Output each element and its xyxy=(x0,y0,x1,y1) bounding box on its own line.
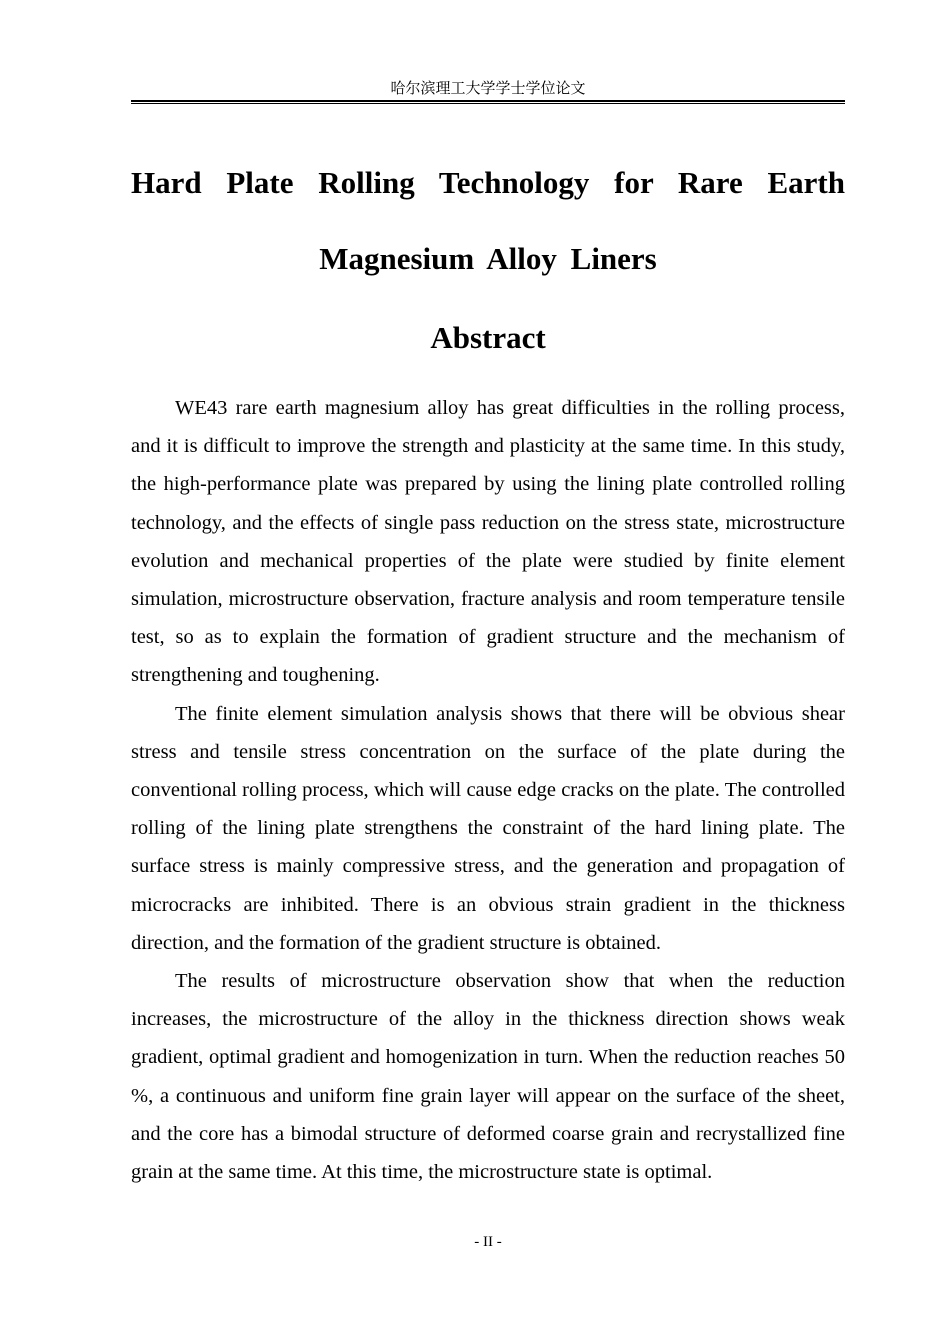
abstract-paragraph: The results of microstructure observation show that when the reduction increases, the microstructure of the alloy in the thickness direction shows weak gradient, optimal gradient and homogenization in turn. When the reduction reaches 50 %, a continuous and uniform fine grain layer will appear on the surface of the sheet, and the core has a bimodal structure of deformed coarse grain and recrystallized fine grain at the same time. At this time, the microstructure state is optimal. xyxy=(131,970,845,1184)
running-header-text: 哈尔滨理工大学学士学位论文 xyxy=(390,79,586,97)
page-number: - II - xyxy=(474,1234,502,1250)
header-rule xyxy=(131,100,845,104)
abstract-body xyxy=(131,389,845,1191)
thesis-title: Hard Plate Rolling Technology for Rare Earth Magnesium Alloy Liners xyxy=(131,165,845,276)
abstract-paragraph: The finite element simulation analysis shows that there will be obvious shear stress and tensile stress concentration on the surface of the plate during the conventional rolling process, which will cause edge cracks on the plate. The controlled rolling of the lining plate strengthens the constraint of the hard lining plate. The surface stress is mainly compressive stress, and the generation and propagation of microcracks are inhibited. There is an obvious strain gradient in the thickness direction, and the formation of the gradient structure is obtained. xyxy=(131,702,845,954)
abstract-heading: Abstract xyxy=(430,320,546,355)
page-header xyxy=(131,78,845,104)
abstract-paragraph: WE43 rare earth magnesium alloy has great difficulties in the rolling process, and it is difficult to improve the strength and plasticity at the same time. In this study, the high-performance plate was prepared by using the lining plate controlled rolling technology, and the effects of single pass reduction on the stress state, microstructure evolution and mechanical properties of the plate were studied by finite element simulation, microstructure observation, fracture analysis and room temperature tensile test, so as to explain the formation of gradient structure and the mechanism of strengthening and toughening. xyxy=(131,397,845,687)
